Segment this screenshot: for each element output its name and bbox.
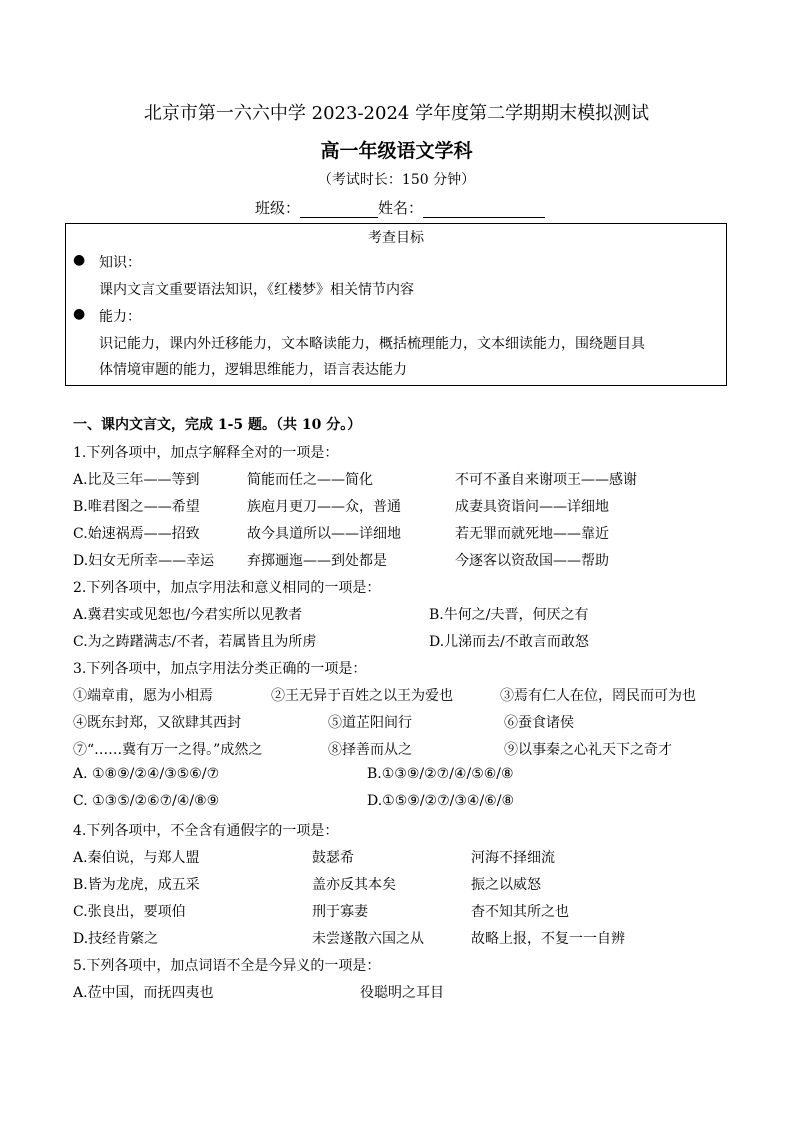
class-name-line xyxy=(255,197,545,218)
option-d-1[interactable]: D.妇女无所幸——幸运 xyxy=(73,553,215,569)
option-a-1[interactable]: A.比及三年——等到 xyxy=(73,472,200,488)
objectives-box xyxy=(65,223,727,386)
option-b[interactable]: B.①③⑨/②⑦/④/⑤⑥/⑧ xyxy=(367,766,514,782)
option-a-2: 简能而任之——简化 xyxy=(247,472,373,488)
option-b-2: 族庖月更刀——众，普通 xyxy=(247,499,401,515)
option-d-2: 未尝遂散六国之从 xyxy=(312,931,424,947)
bullet-icon: ● xyxy=(73,306,86,322)
option-b-3: 振之以威怒 xyxy=(471,877,541,893)
item-8: ⑧择善而从之 xyxy=(328,742,412,758)
name-blank[interactable] xyxy=(423,201,545,218)
class-label: 班级： xyxy=(255,199,301,217)
question-stem: 5.下列各项中，加点词语不全是今异义的一项是： xyxy=(73,958,381,974)
option-b-1[interactable]: B.唯君图之——希望 xyxy=(73,499,200,515)
option-c-3: 杳不知其所之也 xyxy=(471,904,569,920)
ability-label: 能力： xyxy=(99,309,141,325)
item-4: ④既东封郑，又欲肆其西封 xyxy=(73,715,241,731)
option-a[interactable]: A. ①⑧⑨/②④/③⑤⑥/⑦ xyxy=(73,766,220,782)
exam-duration: （考试时长：150 分钟） xyxy=(317,172,476,188)
option-c-3: 若无罪而就死地——靠近 xyxy=(455,526,609,542)
school-title: 北京市第一六六中学 2023-2024 学年度第二学期期末模拟测试 xyxy=(143,103,650,124)
class-blank[interactable] xyxy=(300,201,378,218)
option-b[interactable]: B.牛何之/夫晋，何厌之有 xyxy=(429,607,589,623)
bullet-icon: ● xyxy=(73,252,86,268)
section-title: 一、课内文言文，完成 1-5 题。（共 10 分。） xyxy=(73,417,362,433)
item-9: ⑨以事秦之心礼天下之奇才 xyxy=(504,742,672,758)
option-a-3: 不可不蚤自来谢项王——感谢 xyxy=(455,472,637,488)
option-c[interactable]: C.为之踌躇满志/不者，若属皆且为所虏 xyxy=(73,634,317,650)
option-d-3: 故略上报，不复一一自辨 xyxy=(471,931,625,947)
option-d-2: 弃掷逦迤——到处都是 xyxy=(247,553,387,569)
option-d[interactable]: D.儿涕而去/不敢言而敢怒 xyxy=(429,634,589,650)
option-c-1[interactable]: C.张良出，要项伯 xyxy=(73,904,186,920)
option-b-2: 盖亦反其本矣 xyxy=(312,877,396,893)
option-b-3: 成妻具资诣问——详细地 xyxy=(455,499,609,515)
item-6: ⑥蚕食诸侯 xyxy=(504,715,574,731)
option-c[interactable]: C. ①③⑤/②⑥⑦/④/⑧⑨ xyxy=(73,793,220,809)
knowledge-text: 课内文言文重要语法知识，《红楼梦》相关情节内容 xyxy=(99,282,414,298)
question-stem: 4.下列各项中，不全含有通假字的一项是： xyxy=(73,823,339,839)
option-a-3: 河海不择细流 xyxy=(471,850,555,866)
option-c-2: 刑于寡妻 xyxy=(312,904,368,920)
objectives-heading: 考查目标 xyxy=(368,230,424,246)
item-2: ②王无异于百姓之以王为爱也 xyxy=(271,688,453,704)
option-d[interactable]: D.①⑤⑨/②⑦/③④/⑥/⑧ xyxy=(367,793,514,809)
item-7: ⑦“……冀有万一之得。”成然之 xyxy=(73,742,263,758)
option-d-3: 今逐客以资敌国——帮助 xyxy=(455,553,609,569)
item-5: ⑤道芷阳间行 xyxy=(328,715,412,731)
option-b-1[interactable]: B.皆为龙虎，成五采 xyxy=(73,877,200,893)
option-a-1[interactable]: A.秦伯说，与郑人盟 xyxy=(73,850,200,866)
option-a-1[interactable]: A.莅中国，而抚四夷也 xyxy=(73,985,214,1001)
option-c-2: 故今具道所以——详细地 xyxy=(247,526,401,542)
subject-title: 高一年级语文学科 xyxy=(320,140,473,162)
item-3: ③焉有仁人在位，罔民而可为也 xyxy=(500,688,696,704)
option-a[interactable]: A.冀君实或见恕也/今君实所以见教者 xyxy=(73,607,303,623)
ability-text-line1: 识记能力，课内外迁移能力，文本略读能力，概括梳理能力，文本细读能力，围绕题目具 xyxy=(99,336,645,352)
name-label: 姓名： xyxy=(378,199,424,217)
item-1: ①端章甫，愿为小相焉 xyxy=(73,688,213,704)
option-c-1[interactable]: C.始速祸焉——招致 xyxy=(73,526,200,542)
option-a-2: 役聪明之耳目 xyxy=(360,985,444,1001)
question-stem: 3.下列各项中，加点字用法分类正确的一项是： xyxy=(73,661,367,677)
option-d-1[interactable]: D.技经肯綮之 xyxy=(73,931,159,947)
knowledge-label: 知识： xyxy=(99,255,141,271)
question-stem: 1.下列各项中，加点字解释全对的一项是： xyxy=(73,445,339,461)
option-a-2: 鼓瑟希 xyxy=(312,850,354,866)
question-stem: 2.下列各项中，加点字用法和意义相同的一项是： xyxy=(73,580,381,596)
ability-text-line2: 体情境审题的能力，逻辑思维能力，语言表达能力 xyxy=(99,362,407,378)
